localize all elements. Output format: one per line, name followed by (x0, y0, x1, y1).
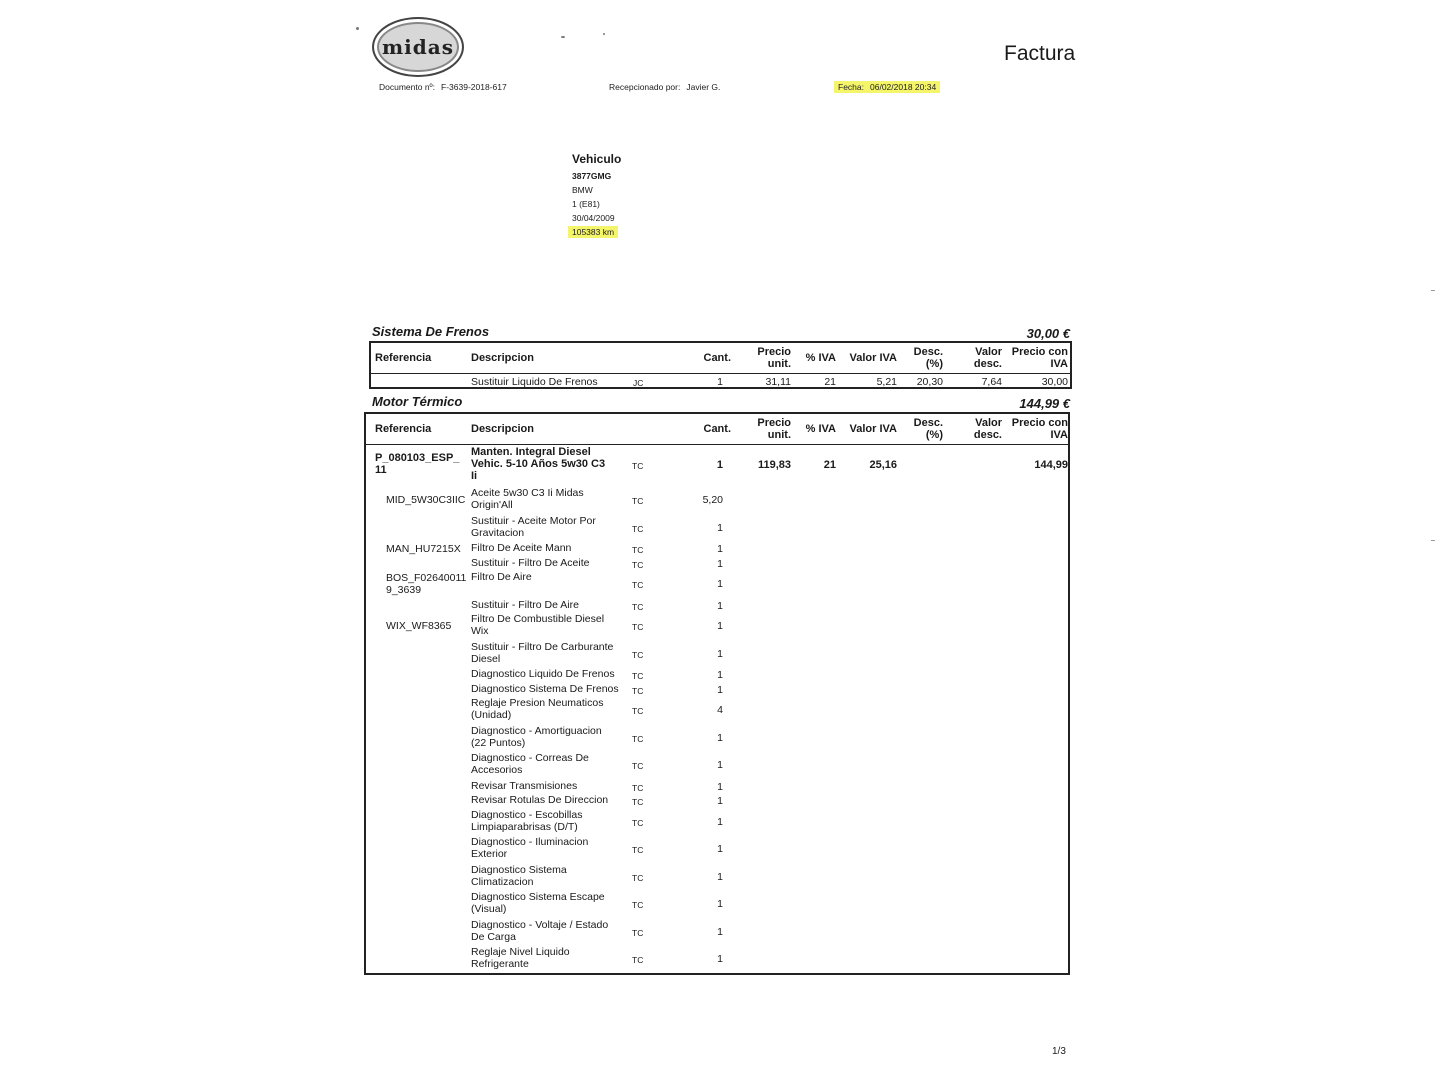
col-desc (901, 346, 943, 370)
item-cant: 1 (717, 731, 723, 744)
main-iva: 21 (823, 459, 836, 471)
list-item (366, 697, 1068, 725)
table-frenos (369, 341, 1072, 389)
item-cant: 1 (717, 620, 723, 632)
col-precio-con-l1: Precio con (1011, 417, 1068, 429)
list-item (366, 780, 1068, 795)
main-valor-iva: 25,16 (869, 459, 897, 471)
section-total-motor: 144,99 € (1019, 396, 1070, 411)
item-ref: MID_5W30C3IIC (386, 494, 466, 506)
col-valor-iva: Valor IVA (849, 423, 897, 435)
item-descripcion: Diagnostico - Correas De (471, 752, 589, 764)
main-cant: 1 (716, 459, 723, 471)
scan-edge-mark (1431, 540, 1435, 541)
item-code: TC (632, 706, 644, 716)
list-item (366, 794, 1068, 809)
list-item (366, 487, 1068, 515)
item-code: TC (632, 545, 644, 555)
main-desc-l2: Vehic. 5-10 Años 5w30 C3 (471, 458, 606, 470)
main-ref (375, 452, 459, 476)
col-desc-l2: (%) (925, 429, 943, 441)
col-precio-con-l1: Precio con (1011, 346, 1068, 358)
main-precio: 119,83 (757, 459, 791, 471)
item-descripcion-l2: Origin'All (471, 499, 513, 511)
col-desc-l2: (%) (925, 358, 943, 370)
item-code: TC (632, 496, 644, 506)
item-descripcion-l2: (Visual) (471, 903, 507, 915)
vehicle-model: 1 (E81) (572, 199, 600, 209)
list-item (366, 919, 1068, 947)
invoice-date-highlight (834, 81, 940, 93)
item-ref: MAN_HU7215X (386, 543, 461, 555)
item-descripcion: Reglaje Presion Neumaticos (471, 697, 604, 709)
col-valor-desc-l1: Valor (975, 346, 1002, 358)
item-code: TC (632, 817, 644, 828)
item-descripcion-l2: (Unidad) (471, 709, 512, 721)
list-item (366, 836, 1068, 864)
table-header (371, 343, 1070, 374)
item-code: TC (632, 622, 644, 632)
item-descripcion: Aceite 5w30 C3 Ii Midas (471, 487, 584, 499)
item-descripcion: Diagnostico - Amortiguacion (471, 724, 602, 737)
document-number-value: F-3639-2018-617 (441, 82, 507, 92)
item-cant: 4 (717, 704, 723, 716)
document-number (379, 82, 507, 92)
col-desc-l1: Desc. (913, 417, 943, 429)
list-item (366, 542, 1068, 557)
list-item (366, 864, 1068, 892)
item-descripcion: Sustituir - Filtro De Aire (471, 598, 579, 611)
item-code: TC (632, 580, 644, 590)
section-title-frenos: Sistema De Frenos (372, 324, 490, 339)
document-title: Factura (1004, 42, 1076, 65)
item-cant: 1 (717, 795, 723, 807)
item-ref: WIX_WF8365 (386, 620, 452, 632)
item-descripcion-l2: Limpiaparabrisas (D/T) (471, 820, 578, 833)
vehicle-plate: 3877GMG (572, 171, 612, 181)
main-ref-l2: 11 (375, 464, 387, 476)
col-iva: % IVA (805, 352, 836, 364)
item-descripcion-l2: Diesel (471, 652, 501, 665)
col-cant: Cant. (703, 423, 731, 435)
row-iva: 21 (824, 376, 836, 388)
item-descripcion: Sustituir - Aceite Motor Por (471, 514, 596, 527)
list-item (366, 809, 1068, 837)
col-valor-desc (956, 417, 1002, 441)
item-descripcion-l2: Exterior (471, 848, 508, 860)
item-descripcion: Diagnostico Sistema (471, 863, 567, 876)
col-descripcion: Descripcion (471, 423, 534, 435)
item-cant: 1 (717, 557, 723, 570)
item-descripcion-l2: (22 Puntos) (471, 736, 526, 749)
item-descripcion-l2: Gravitacion (471, 526, 525, 539)
main-precio-con-iva: 144,99 (1034, 459, 1068, 471)
item-cant: 1 (717, 521, 723, 534)
list-item (366, 946, 1068, 974)
row-precio-con-iva: 30,00 (1041, 376, 1068, 388)
item-code: TC (632, 782, 644, 793)
received-by-value: Javier G. (686, 82, 721, 92)
vehicle-make: BMW (572, 185, 593, 195)
item-descripcion: Sustituir - Filtro De Aceite (471, 556, 590, 569)
item-code: TC (632, 955, 644, 965)
list-item (366, 668, 1068, 683)
col-precio-l1: Precio (757, 346, 791, 358)
item-descripcion: Filtro De Combustible Diesel (471, 613, 605, 625)
col-cant: Cant. (703, 352, 731, 364)
item-code: TC (632, 927, 644, 938)
item-code: TC (632, 649, 644, 660)
col-referencia: Referencia (375, 352, 432, 364)
received-by-label: Recepcionado por: (609, 82, 681, 92)
item-descripcion-l2: Refrigerante (471, 958, 529, 970)
logo-text: midas (382, 35, 454, 59)
item-cant: 5,20 (702, 494, 723, 506)
item-cant: 1 (717, 925, 723, 938)
invoice-date (834, 82, 940, 92)
col-valor-iva: Valor IVA (849, 352, 897, 364)
row-desc: 20,30 (916, 376, 943, 388)
list-item (366, 752, 1068, 780)
col-valor-desc-l2: desc. (973, 429, 1002, 441)
vehicle-heading: Vehiculo (572, 152, 622, 166)
item-cant: 1 (717, 578, 723, 590)
col-precio-l2: unit. (767, 358, 791, 370)
list-item (366, 571, 1068, 599)
vehicle-block (572, 152, 621, 239)
col-precio-con-l2: IVA (1050, 429, 1068, 441)
section-total-frenos: 30,00 € (1026, 326, 1070, 341)
item-code: TC (632, 845, 644, 855)
scan-speck (356, 27, 359, 30)
page-number: 1/3 (1052, 1046, 1066, 1057)
main-descripcion (471, 446, 605, 482)
list-item (366, 641, 1068, 669)
item-descripcion: Diagnostico - Iluminacion (471, 836, 589, 848)
document-number-label: Documento nº: (379, 82, 436, 92)
item-cant: 1 (717, 599, 723, 612)
row-code: JC (633, 378, 644, 388)
item-cant: 1 (717, 543, 723, 555)
list-item (366, 683, 1068, 698)
item-code: TC (632, 601, 644, 612)
table-header (366, 414, 1068, 445)
list-item (366, 515, 1068, 543)
col-precio-con-iva (1001, 417, 1068, 441)
item-descripcion: Diagnostico Sistema De Frenos (471, 682, 619, 695)
item-code: TC (632, 671, 644, 681)
item-descripcion-l2: Accesorios (471, 764, 523, 776)
scan-edge-mark (1431, 290, 1435, 291)
item-ref-l2: 9_3639 (386, 584, 422, 596)
item-cant: 1 (717, 870, 723, 883)
row-valor-desc: 7,64 (981, 376, 1002, 388)
item-code: TC (632, 900, 644, 910)
item-descripcion: Revisar Rotulas De Direccion (471, 794, 609, 806)
item-descripcion: Filtro De Aire (471, 571, 532, 583)
table-row (371, 374, 1070, 389)
item-cant: 1 (717, 647, 723, 660)
table-row-main (366, 446, 1068, 486)
col-precio-l2: unit. (767, 429, 791, 441)
row-valor-iva: 5,21 (876, 376, 897, 388)
item-descripcion: Diagnostico - Voltaje / Estado (471, 918, 609, 931)
item-cant: 1 (717, 815, 723, 828)
item-cant: 1 (717, 669, 723, 681)
item-descripcion-l2: De Carga (471, 930, 516, 943)
received-by (609, 82, 720, 92)
scan-speck (561, 36, 565, 38)
col-precio (741, 346, 791, 370)
item-descripcion: Reglaje Nivel Liquido (471, 946, 570, 958)
item-code: TC (632, 761, 644, 771)
item-cant: 1 (717, 780, 723, 793)
item-cant: 1 (717, 759, 723, 771)
item-descripcion: Diagnostico - Escobillas (471, 808, 583, 821)
main-desc-l3: Ii (471, 470, 478, 482)
list-item (366, 599, 1068, 614)
item-cant: 1 (717, 898, 723, 910)
col-desc (901, 417, 943, 441)
item-code: TC (632, 733, 644, 744)
main-ref-l1: P_080103_ESP_ (375, 452, 460, 464)
item-descripcion-l2: Climatizacion (471, 875, 534, 888)
item-descripcion: Revisar Transmisiones (471, 779, 578, 792)
item-descripcion: Diagnostico Sistema Escape (471, 891, 605, 903)
list-item (366, 725, 1068, 753)
item-descripcion-l2: Wix (471, 625, 489, 637)
table-motor (364, 412, 1070, 975)
col-precio (741, 417, 791, 441)
section-title-motor: Motor Térmico (372, 394, 463, 409)
invoice-date-value: 06/02/2018 20:34 (870, 82, 937, 92)
vehicle-km: 105383 km (568, 226, 618, 238)
col-precio-con-iva (1001, 346, 1068, 370)
list-item (366, 557, 1068, 572)
item-code: TC (632, 797, 644, 807)
item-descripcion: Diagnostico Liquido De Frenos (471, 668, 615, 680)
col-precio-con-l2: IVA (1050, 358, 1068, 370)
list-item (366, 891, 1068, 919)
item-descripcion: Sustituir - Filtro De Carburante (471, 640, 614, 653)
col-referencia: Referencia (375, 423, 432, 435)
item-cant: 1 (717, 953, 723, 965)
col-desc-l1: Desc. (913, 346, 943, 358)
midas-logo (372, 17, 464, 77)
col-valor-desc (956, 346, 1002, 370)
main-code: TC (632, 461, 644, 471)
col-precio-l1: Precio (757, 417, 791, 429)
col-descripcion: Descripcion (471, 352, 534, 364)
scan-speck (603, 33, 605, 35)
item-code: TC (632, 523, 644, 534)
list-item (366, 613, 1068, 641)
row-precio: 31,11 (765, 376, 791, 388)
item-code: TC (632, 559, 644, 570)
col-iva: % IVA (805, 423, 836, 435)
main-desc-l1: Manten. Integral Diesel (471, 446, 591, 458)
col-valor-desc-l2: desc. (973, 358, 1002, 370)
item-code: TC (632, 685, 644, 696)
row-cant: 1 (717, 376, 723, 388)
item-cant: 1 (717, 683, 723, 696)
item-ref: BOS_F02640011 (386, 572, 467, 584)
invoice-date-label: Fecha: (838, 82, 864, 92)
item-cant: 1 (717, 843, 723, 855)
item-descripcion: Filtro De Aceite Mann (471, 542, 572, 554)
row-descripcion: Sustituir Liquido De Frenos (471, 376, 598, 388)
col-valor-desc-l1: Valor (975, 417, 1002, 429)
item-code: TC (632, 872, 644, 883)
vehicle-date: 30/04/2009 (572, 213, 615, 223)
